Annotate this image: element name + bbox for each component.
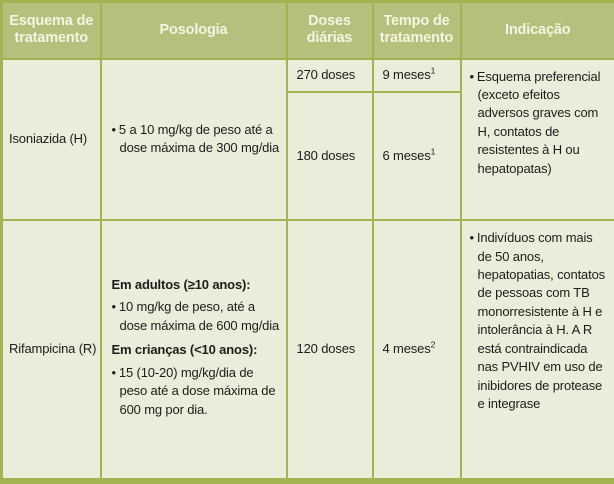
header-row xyxy=(2,2,614,59)
footnote-marker-1: 1 xyxy=(430,65,436,76)
cell-scheme-rifampicina: Rifampicina (R) xyxy=(2,220,101,481)
cell-indication-rifampicina xyxy=(461,220,614,481)
cell-tempo-6-meses xyxy=(373,92,461,220)
posology-heading-children: Em crianças (<10 anos): xyxy=(111,342,258,358)
cell-posology-rifampicina xyxy=(101,220,287,481)
posology-bullet-isoniazida: • 5 a 10 mg/kg de peso até a dose máxima de 300 mg/dia xyxy=(112,121,280,158)
posology-bullet-children: • 15 (10-20) mg/kg/dia de peso até a dose máxima de 600 mg por dia. xyxy=(112,364,280,419)
row-isoniazida-subrow-270 xyxy=(2,59,614,92)
cell-tempo-4-meses xyxy=(373,220,461,481)
posology-bullet-adults: • 10 mg/kg de peso, até a dose máxima de 600 mg/dia xyxy=(112,298,280,335)
tempo-4-meses-text: 4 meses xyxy=(382,341,431,357)
cell-scheme-isoniazida: Isoniazida (H) xyxy=(2,59,101,221)
footnote-marker-2: 2 xyxy=(430,339,436,350)
column-header-posologia: Posologia xyxy=(101,2,287,59)
column-header-esquema-de-tratamento: Esquema de tratamento xyxy=(2,2,101,59)
indication-bullet-isoniazida: • Esquema preferencial (exceto efeitos adversos graves com H, contatos de resistentes à H ou hepatopatas) xyxy=(470,68,611,179)
cell-doses-180: 180 doses xyxy=(287,92,373,220)
indication-bullet-rifampicina: • Indivíduos com mais de 50 anos, hepatopatias, contatos de pessoas com TB monorresistente à H e intolerância à H. A R está contraindicada nas PVHIV em uso de inibidores de protease e integrase xyxy=(470,229,611,414)
column-header-indicacao: Indicação xyxy=(461,2,614,59)
cell-posology-isoniazida xyxy=(101,59,287,221)
posology-heading-adults: Em adultos (≥10 anos): xyxy=(111,276,251,292)
cell-doses-270: 270 doses xyxy=(287,59,373,92)
footnote-marker-1b: 1 xyxy=(430,146,436,157)
tempo-9-meses-text: 9 meses xyxy=(382,66,431,82)
cell-doses-120: 120 doses xyxy=(287,220,373,481)
column-header-doses-diarias: Doses diárias xyxy=(287,2,373,59)
cell-indication-isoniazida xyxy=(461,59,614,221)
row-rifampicina xyxy=(2,220,614,481)
column-header-tempo-de-tratamento: Tempo de tratamento xyxy=(373,2,461,59)
tempo-6-meses-text: 6 meses xyxy=(382,147,431,163)
cell-tempo-9-meses xyxy=(373,59,461,92)
